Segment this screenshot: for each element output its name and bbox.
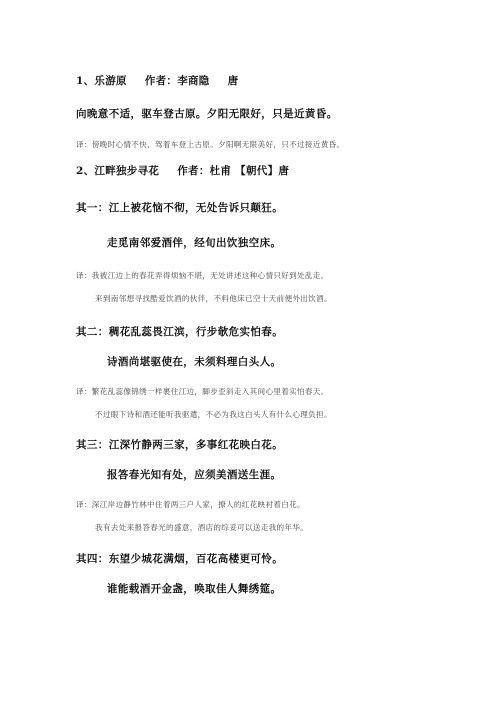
poem2-part2-translation2: 不过眼下诗和酒还能听我驱遣，不必为我这白头人有什么心理负担。	[95, 410, 332, 419]
poem2-part1-translation2: 来到南邻想寻找酷爱饮酒的伙伴，不料他床已空十天前便外出饮酒。	[95, 294, 332, 303]
poem1-translation: 译：傍晚时心情不快，驾着车登上古原。夕阳啊无限美好，只不过接近黄昏。	[76, 140, 345, 149]
poem2-part2-line1: 其二：稠花乱蕊畏江滨，行步欹危实怕春。	[76, 326, 284, 338]
poem2-part4-line2: 谁能载酒开金盏，唤取佳人舞绣筵。	[107, 583, 282, 595]
poem1-heading	[76, 76, 238, 87]
poem2-part1-line1: 其一：江上被花恼不彻，无处告诉只颠狂。	[76, 202, 284, 214]
poem1-author: 作者：李商隐	[144, 75, 210, 87]
poem2-author: 作者：杜甫 【朝代】唐	[177, 165, 290, 177]
poem2-part3-translation1: 译：深江岸边静竹林中住着两三户人家，撩人的红花映衬着白花。	[76, 500, 305, 509]
poem2-part3-line2: 报答春光知有处，应须美酒送生涯。	[107, 469, 282, 481]
poem2-part4-line1: 其四：东望少城花满烟，百花高楼更可怜。	[76, 553, 284, 565]
poem2-title: 2、江畔独步寻花	[76, 165, 160, 177]
poem1-verse: 向晚意不适，驱车登古原。夕阳无限好，只是近黄昏。	[76, 108, 338, 120]
poem2-part3-line1: 其三：江深竹静两三家，多事红花映白花。	[76, 439, 284, 451]
poem2-part2-line2: 诗酒尚堪驱使在，未须料理白头人。	[107, 356, 282, 368]
poem2-heading	[76, 166, 289, 177]
poem2-part1-line2: 走觅南邻爱酒伴，经旬出饮独空床。	[107, 237, 282, 249]
poem2-part2-translation1: 译：繁花乱蕊像锦绣一样裹住江边，脚步歪斜走入其间心里着实怕春天。	[76, 387, 329, 396]
poem2-part3-translation2: 我有去处来报答春光的盛意，酒店的综妥可以送走我的年华。	[95, 523, 309, 532]
poem1-dynasty: 唐	[227, 75, 239, 87]
poem1-title: 1、乐游原	[76, 75, 127, 87]
poem2-part1-translation1: 译：我被江边上的春花弄得烦恼不堪，无处讲述这种心情只好到处乱走。	[76, 271, 329, 280]
